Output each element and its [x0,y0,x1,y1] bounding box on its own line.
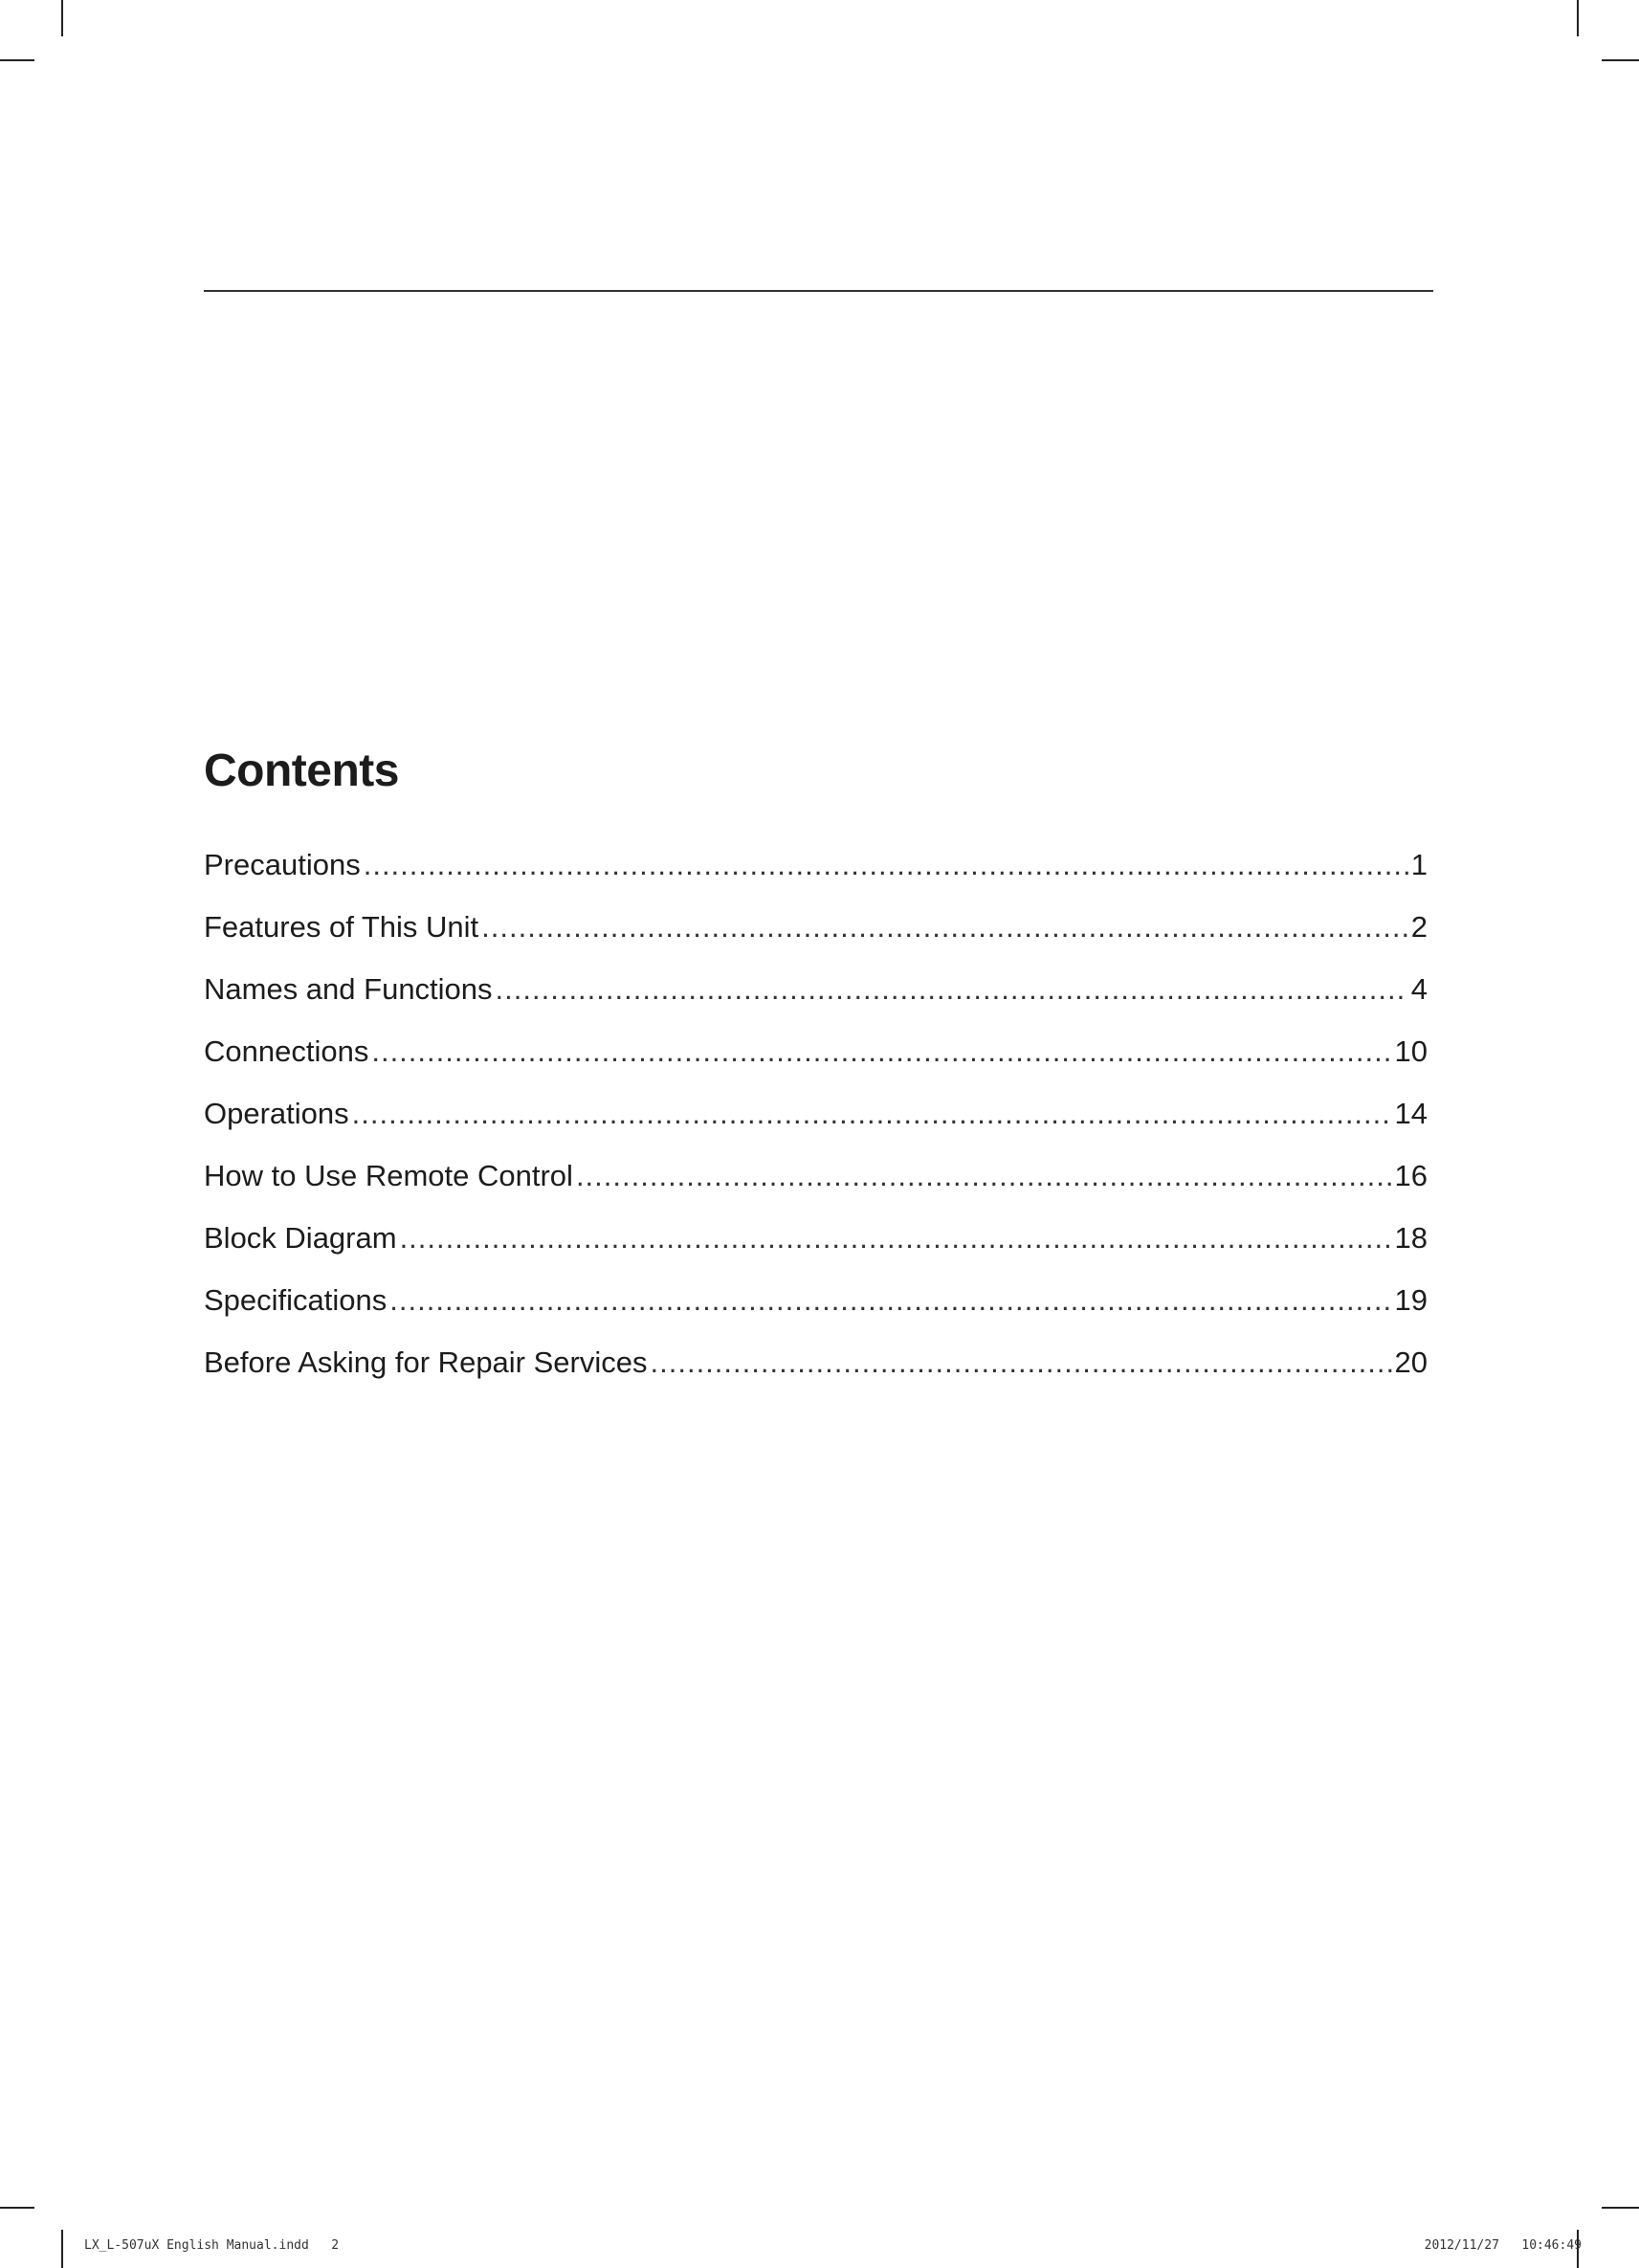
print-slug-timestamp: 2012/11/27 10:46:49 [1424,2238,1582,2253]
toc-entry-label: Before Asking for Repair Services [204,1345,648,1379]
crop-mark-bottom-left-vertical [61,2230,63,2268]
contents-heading: Contents [204,745,399,796]
toc-dot-leader [400,1221,1392,1256]
crop-mark-top-left-vertical [61,0,63,36]
table-of-contents [204,848,1428,1408]
toc-dot-leader [481,910,1408,945]
toc-entry-label: Connections [204,1034,369,1068]
toc-entry-label: Specifications [204,1283,388,1317]
toc-entry[interactable] [204,1034,1428,1097]
toc-entry-page: 19 [1394,1283,1428,1317]
toc-entry[interactable] [204,1159,1428,1221]
toc-entry[interactable] [204,1283,1428,1345]
toc-entry[interactable] [204,910,1428,972]
toc-entry-label: Precautions [204,848,361,881]
toc-entry-page: 4 [1410,972,1428,1006]
toc-dot-leader [651,1345,1392,1380]
toc-entry[interactable] [204,1221,1428,1283]
toc-entry-label: Block Diagram [204,1221,397,1255]
print-slug-filename: LX_L-507uX English Manual.indd 2 [84,2238,340,2253]
toc-entry-page: 16 [1394,1159,1428,1192]
toc-entry-label: Operations [204,1097,349,1130]
toc-dot-leader [371,1034,1391,1069]
toc-entry-label: Features of This Unit [204,910,479,944]
crop-mark-bottom-right-horizontal [1602,2207,1639,2209]
toc-entry[interactable] [204,972,1428,1034]
toc-entry-page: 18 [1394,1221,1428,1255]
toc-entry[interactable] [204,1345,1428,1408]
crop-mark-top-right-horizontal [1602,59,1639,61]
toc-entry-label: Names and Functions [204,972,493,1006]
toc-dot-leader [364,848,1408,882]
toc-dot-leader [352,1097,1392,1131]
header-rule [204,290,1433,292]
toc-entry-label: How to Use Remote Control [204,1159,573,1192]
toc-entry-page: 10 [1394,1034,1428,1068]
toc-entry-page: 2 [1410,910,1428,944]
crop-mark-bottom-left-horizontal [0,2207,34,2209]
toc-entry[interactable] [204,848,1428,910]
toc-entry-page: 1 [1410,848,1428,881]
toc-dot-leader [496,972,1408,1007]
toc-dot-leader [389,1283,1391,1318]
toc-entry[interactable] [204,1097,1428,1159]
toc-entry-page: 20 [1394,1345,1428,1379]
crop-mark-top-left-horizontal [0,59,34,61]
toc-entry-page: 14 [1394,1097,1428,1130]
crop-mark-top-right-vertical [1577,0,1579,36]
toc-dot-leader [576,1159,1392,1193]
